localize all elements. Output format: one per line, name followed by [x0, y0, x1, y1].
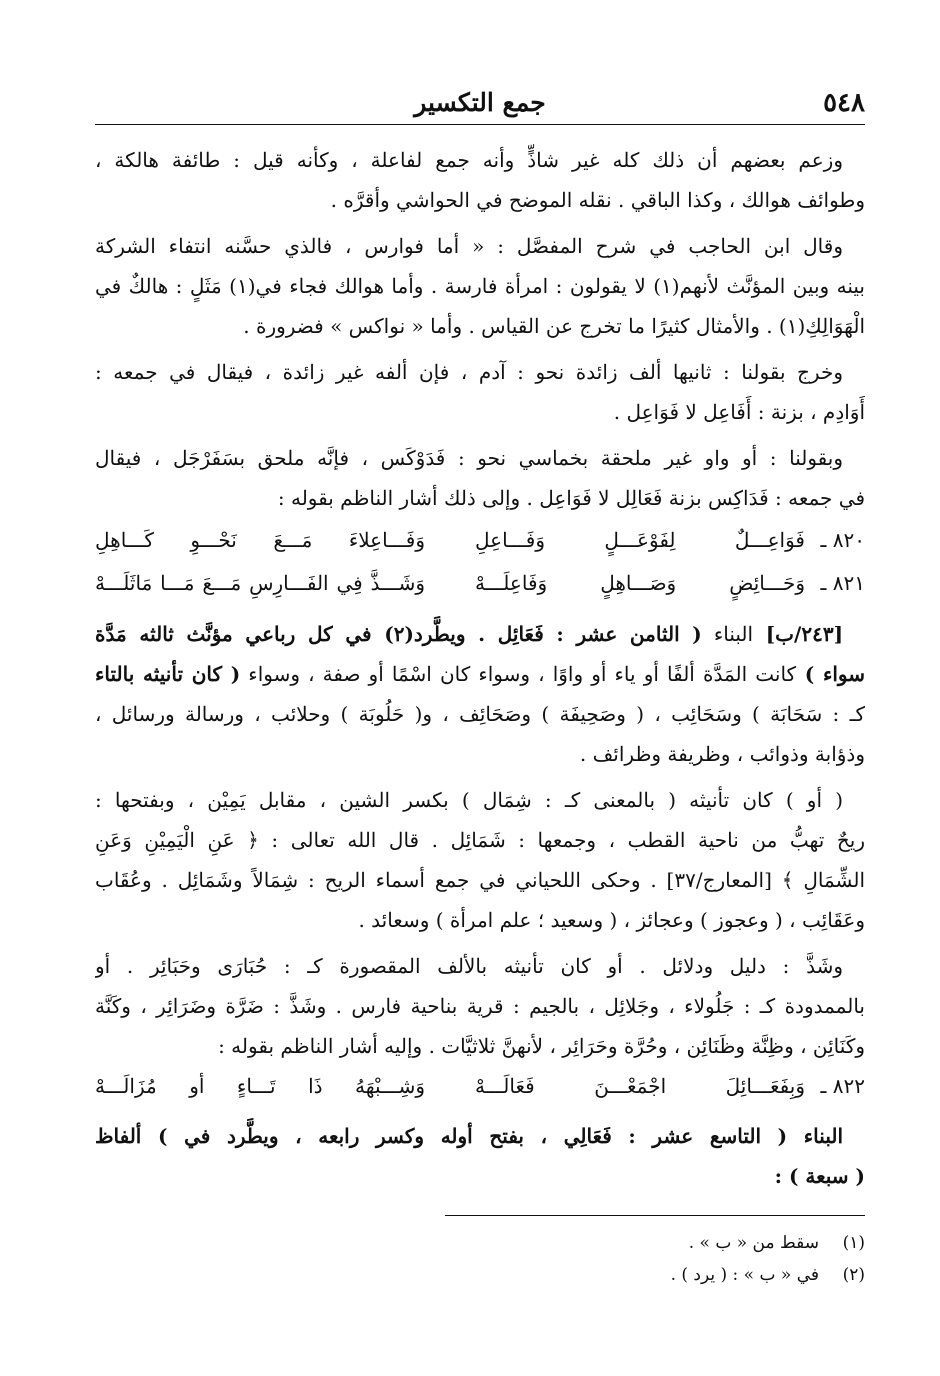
text-line: وطوائف هوالك ، وكذا الباقي . نقله الموضح في الحواشي وأقرَّه . [330, 188, 865, 212]
text-line: بينه وبين المؤنَّث لأنهم(١) لا يقولون : امرأة فارسة . وأما هوالك فجاء في(١) مَثَلٍ : هالكٌ في [95, 274, 865, 298]
text-line: وشَذَّ : دليل ودلائل . أو كان تأنيثه بالألف المقصورة كـ : حُبَارَى وحَبَائِر . أو [95, 954, 843, 978]
verse-number: ٨٢١ ـ [820, 571, 865, 595]
text-line: ( أو ) كان تأنيثه ( بالمعنى كـ : شِمَال ) بكسر الشين ، مقابل يَمِيْن ، وبفتحها : [95, 788, 843, 812]
text-line: وخرج بقولنا : ثانيها ألف زائدة نحو : آدم ، فإن ألفه غير زائدة ، فيقال في جمعه : [95, 360, 843, 384]
verse-822 [95, 1066, 865, 1106]
book-page [95, 70, 865, 1350]
verse-821 [95, 563, 865, 603]
text-line: ريحٌ تهبُّ من ناحية القطب ، وجمعها : شَمَائِل . قال الله تعالى : ﴿ عَنِ الْيَمِيْنِ وَعَنِ [95, 828, 865, 852]
verse-hemistich-first: وَحَـــائِضٍ وَصَـــاهِلٍ وَفَاعِلَـــهْ [475, 571, 805, 595]
text-line: وزعم بعضهم أن ذلك كله غير شاذٍّ وأنه جمع لفاعلة ، وكأنه قيل : طائفة هالكة ، [95, 148, 843, 172]
text-line: وبقولنا : أو واو غير ملحقة بخماسي نحو : فَدَوْكَس ، فإنَّه ملحق بسَفَرْجَل ، فيقال [95, 446, 843, 470]
text-line: بالممدودة كـ : جَلُولاء ، وجَلائِل ، بالجيم : قرية بناحية فارس . وشَذَّ : ضَرَّة وضَرَائِر ، وكَنَّة [95, 994, 865, 1018]
text-line: الْهَوَالِكِ(١) . والأمثال كثيرًا ما تخرج عن القياس . وأما « نواكس » فضرورة . [243, 314, 865, 338]
text-line: وقال ابن الحاجب في شرح المفصَّل : « أما فوارس ، فالذي حسَّنه انتفاء الشركة [95, 234, 843, 258]
text-line: سواء ) كانت المَدَّة ألفًا أو ياء أو واوًا ، وسواء كان اسْمًا أو صفة ، وسواء ( كان تأنيثه بالتاء [95, 662, 865, 686]
footnote-number: (٢) [842, 1265, 865, 1285]
text-line: وذؤابة وذوائب ، وظريفة وظرائف . [579, 742, 865, 766]
verse-hemistich-first: فَوَاعِـــلٌ لِفَوْعَـــلٍ وَفَـــاعِلِ [475, 528, 805, 552]
page-number: ٥٤٨ [823, 88, 865, 118]
footnote-text: في « ب » : ( يرد ) . [670, 1265, 819, 1285]
footnote-separator [445, 1215, 865, 1216]
text-line: أَوَادِم ، بزنة : أَفَاعِل لا فَوَاعِل . [613, 400, 865, 424]
verse-hemistich-second: وَفَـــاعِلاءَ مَـــعَ نَحْـــوِ كَـــاهِلِ [95, 528, 425, 552]
footnote-number: (١) [842, 1233, 865, 1253]
running-title: جمع التكسير [414, 88, 546, 117]
text-line: البناء ( التاسع عشر : فَعَالِي ، بفتح أوله وكسر رابعه ، ويطَّرد في ) ألفاظ [95, 1124, 843, 1148]
verse-hemistich-second: وَشِـــبْهَهُ ذَا تَـــاءٍ أو مُزَالَـــهْ [95, 1074, 425, 1098]
text-line: وكَنَائِن ، وظِنَّة وظَنَائِن ، وحُرَّة وحَرَائِر ، لأنهنَّ ثلاثيَّات . وإليه أشار الناظم بقوله : [218, 1034, 865, 1058]
footnote [95, 1260, 865, 1290]
verse-820 [95, 520, 865, 560]
text-line: الشِّمَالِ ﴾ [المعارج/٣٧] . وحكى اللحياني في جمع أسماء الريح : شِمَالاً وشَمَائِل . وعُقَاب [95, 868, 865, 892]
verse-hemistich-second: وَشَـــذَّ فِي الفَـــارِسِ مَـــعَ مَـــا مَاثَلَـــهْ [95, 571, 425, 595]
page-header [95, 84, 865, 125]
text-line: ( سبعة ) : [774, 1164, 865, 1188]
text-line: كـ : سَحَابَة ) وسَحَائِب ، ( وصَحِيفَة ) وصَحَائِف ، و( حَلُوبَة ) وحلائب ، ورسالة ورسائل ، [95, 702, 865, 726]
text-line: [٢٤٣/ب] البناء ( الثامن عشر : فَعَائِل . ويطَّرد(٢) في كل رباعي مؤنَّث ثالثه مَدَّة [95, 622, 843, 646]
verse-number: ٨٢٠ ـ [820, 528, 865, 552]
text-line: وعَقَائِب ، ( وعجوز ) وعجائز ، ( وسعيد ؛ علم امرأة ) وسعائد . [358, 908, 865, 932]
verse-hemistich-first: وَبِفَعَـــائِلَ اجْمَعْـــنَ فَعَالَـــهْ [475, 1074, 805, 1098]
footnote-text: سقط من « ب » . [688, 1233, 819, 1253]
verse-number: ٨٢٢ ـ [820, 1074, 865, 1098]
text-line: في جمعه : فَدَاكِس بزنة فَعَالِل لا فَوَاعِل . وإلى ذلك أشار الناظم بقوله : [277, 486, 865, 510]
footnote [95, 1228, 865, 1258]
